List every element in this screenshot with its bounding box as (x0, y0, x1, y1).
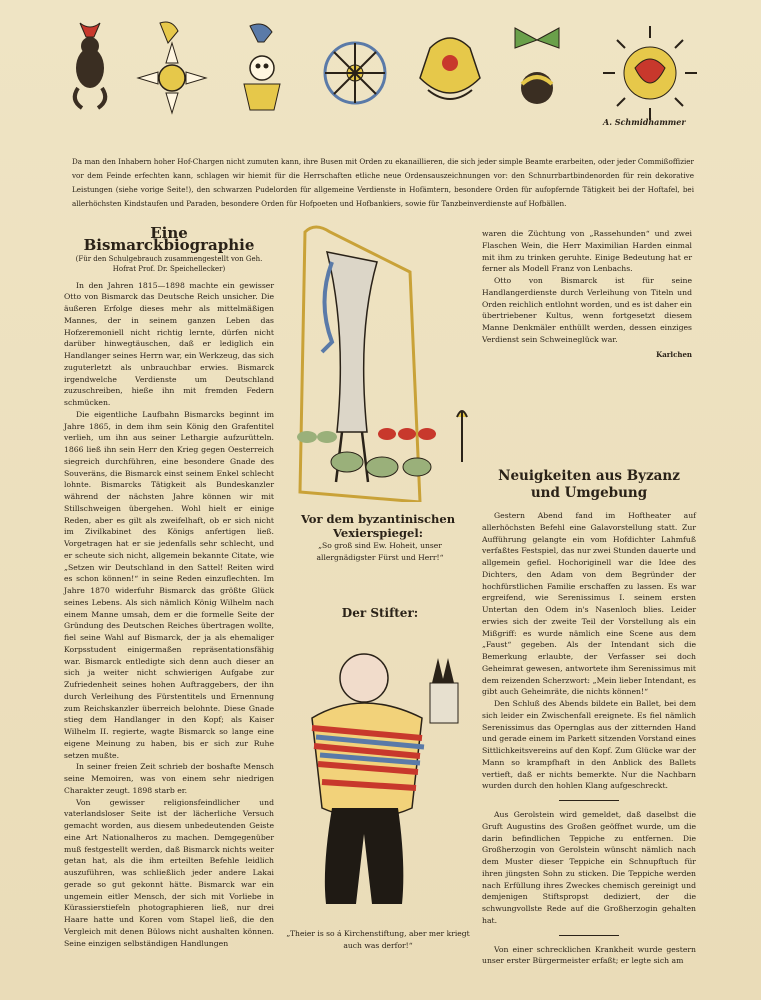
stifter-illustration (272, 638, 472, 910)
mirror-illustration (287, 222, 477, 502)
stifter-title: Der Stifter: (341, 606, 419, 620)
courtiers-group (297, 428, 436, 477)
separator-line (559, 935, 619, 936)
signature: A. Schmidhammer (603, 117, 686, 127)
skull-order-icon (244, 24, 280, 110)
bismarck-article (64, 224, 274, 949)
mirror-caption-title: Vor dem byzantinischen Vexierspiegel: (300, 512, 456, 540)
orders-illustration (60, 18, 720, 123)
byzanz-paragraph: Den Schluß des Abends bildete ein Ballet, bei dem sich leider ein Zwischenfall ereignete. Es fiel nämlich Serenissimus das Opernglas aus der zitternden Hand und gerade einem im Parkett sitzenden Vorstand eines Sittlichkeitsvereins auf den Kopf. Zum Glücke war der Mann so krampfhaft in den Anblick des Ballets vertieft, daß er nichts bemerkte. Nur die Nachbarn wurden durch den hohlen Klang aufgeschreckt. (482, 699, 696, 791)
article-paragraph: waren die Züchtung von „Rassehunden“ und zwei Flaschen Wein, die Herr Maximilian Harden einmal mit ihm zu trinken geruhte. Einige Bedeutung hat er ferner als Modell Franz von Lenbachs. (482, 229, 692, 274)
poodle-order-icon (75, 23, 105, 108)
bow-order-icon (515, 28, 559, 104)
wheel-order-icon (325, 43, 385, 103)
article-subtitle: (Für den Schulgebrauch zusammengestellt von Geh. Hofrat Prof. Dr. Speichellecker) (75, 254, 263, 273)
stifter-caption: „Theier is so á Kirchenstiftung, aber mer kriegt auch was derfor!“ (286, 929, 470, 950)
article-author: Karlchen (656, 349, 692, 359)
mirror-caption-text: „So groß sind Ew. Hoheit, unser allergnädigster Fürst und Herr!“ (316, 541, 444, 562)
byzanz-paragraph: Gestern Abend fand im Hoftheater auf allerhöchsten Befehl eine Galavorstellung statt. Zur Aufführung gelangte ein vom Hofdichter Lahmfuß verfaßtes Festspiel, das nur zwei Stunden dauerte und allgemein gefiel. Hochoriginell war die Idee des Dichters, den Adam von dem Begründer der hochfürstlichen Familie erschaffen zu lassen. Es war ergreifend, wie Serenissimus I. seinem ersten Untertan den Odem in's Nasenloch blies. Leider erwies sich der zweite Teil der Vorstellung als ein Mißgriff: es wurde nämlich eine Scene aus dem „Faust“ gegeben. Als der Intendant sich die Bemerkung erlaubte, der Verfasser sei doch Geheimrat gewesen, antwortete ihm Serenissimus mit dem reizenden Scherzwort: „Mein lieber Intendant, es gibt auch Geheimräte, die nichts können!“ (482, 511, 696, 697)
article-paragraph: Die eigentliche Laufbahn Bismarcks beginnt im Jahre 1865, in dem ihm sein König den Grafentitel verlieh, um ihn aus seiner Lethargie aufzurütteln. 1866 ließ ihn sein Herr den Krieg gegen Oesterreich siegreich durchführen, eine besondere Gnade des Souveräns, die Bismarck einst seinem Enkel schlecht lohnte. Bismarcks Tätigkeit als Bundeskanzler während der nächsten Jahre können wir mit Stillschweigen übergehen. Wohl hielt er einige Reden, aber es gilt als zweifelhaft, ob er sich nicht im Zivilkabinet des Königs anfertigen ließ. Vorgetragen hat er sie jedenfalls sehr schlecht, und er scheute sich nicht, allgemein bekannte Citate, wie „Setzen wir Deutschland in den Sattel! Reiten wird es schon können!“ in seine Reden einzuflechten. Im Jahre 1870 widerfuhr Bismarck das größte Glück seines Lebens. Als sich nämlich König Wilhelm nach einem Manne umsah, dem er die formelle Seite der Gründung des Deutschen Reiches übertragen wollte, fiel seine Wahl auf Bismarck, der ja als ehemaliger Korpsstudent einigermaßen repräsentationsfähig war. Bismarck entledigte sich denn auch dieser an sich ja weiter nicht schwierigen Aufgabe zur Zufriedenheit seines hohen Auftraggebers, der ihn durch Verleihung des Fürstentitels und Ernennung zum Reichskanzler überreich belohnte. Diese Gnade stieg dem Handlanger in den Kopf; als Kaiser Wilhelm II. regierte, wagte Bismarck so lange eine eigene Meinung zu haben, bis er sich zur Ruhe setzen mußte. (64, 409, 274, 760)
bismarck-continuation (482, 228, 692, 360)
article-paragraph: Von gewisser religionsfeindlicher und vaterlandsloser Seite ist der lächerliche Versuch gemacht worden, aus diesem unbedeutenden Geiste eine Art Nationalheros zu machen. Demgegenüber muß festgestellt werden, daß Bismarck nichts weiter getan hat, als die ihm erteilten Befehle leidlich auszuführen, was schließlich jeder andere Lakai gerade so gut gekonnt hätte. Bismarck war ein ungemein eitler Mensch, der sich mit Vorliebe in Kürassierstiefeln photographieren ließ, nur drei Haare hatte und Koren vom Stapel ließ, die den Vergleich mit denen Bülows nicht aushalten können. Seine einzigen selbständigen Handlungen (64, 797, 274, 948)
byzanz-paragraph: Von einer schrecklichen Krankheit wurde gestern unser erster Bürgermeister erfaßt; er legte sich am (482, 944, 696, 966)
intro-text: Da man den Inhabern hoher Hof-Chargen nicht zumuten kann, ihre Busen mit Orden zu ekanaillieren, die sich jeder simple Beamte erarbeiten, oder jeder Commißoffizier vor dem Feinde erfechten kann, schlagen wir hiemit für die Herrschaften etliche neue Ordensauszeichnungen vor: den Schnurrbartbindenorden für rein dekorative Leistungen (siehe vorige Seite!), den schwarzen Pudelorden für allgemeine Verdienste in Hofämtern, besondere Orden für aufopfernde Tätigkeit bei der Hoftafel, bei allerhöchsten Kindstaufen und Paraden, besondere Orden für Hofpoeten und Hofbankiers, sowie für Tanzbeinverdienste auf Hofbällen. (72, 157, 694, 208)
separator-line (559, 800, 619, 801)
sun-order-icon (603, 26, 697, 120)
article-paragraph: Otto von Bismarck ist für seine Handlangerdienste durch Verleihung von Titeln und Orden reichlich entlohnt worden, und es ist daher ein übertriebener Kultus, wenn fortgesetzt diesem Manne Denkmäler enthüllt werden, dessen einziges Verdienst sein Schweineglück war. (482, 276, 692, 344)
cross-order-icon (138, 22, 206, 113)
article-paragraph: In seiner freien Zeit schrieb der boshafte Mensch seine Memoiren, was von einem sehr niedrigen Charakter zeugt. 1898 starb er. (64, 762, 274, 795)
byzanz-article (482, 468, 696, 967)
byzanz-paragraph: Aus Gerolstein wird gemeldet, daß daselbst die Gruft Augustins des Großen geöffnet wurde, um die darin befindlichen Teppiche zu entfernen. Die Großherzogin von Gerolstein wünscht nämlich nach dem Muster dieser Teppiche ein Schnupftuch für ihren jüngsten Sohn zu sticken. Die Teppiche werden nach Erfüllung ihres Zweckes chemisch gereinigt und demjenigen Stiftspropst dediziert, der die schwungvollste Rede auf die Großherzogin gehalten hat. (482, 810, 696, 925)
article-paragraph: In den Jahren 1815—1898 machte ein gewisser Otto von Bismarck das Deutsche Reich unsicher. Die äußeren Erfolge dieses mehr als mittelmäßigen Mannes, der in seinem ganzen Leben das Hofzeremoniell nicht richtig lernte, dürfen nicht darüber hinwegtäuschen, daß er lediglich ein Handlanger seines Herrn war, ein Werkzeug, das sich zuguterletzt als unbrauchbar erwies. Bismarck irgendwelche Verdienste um Deutschland zuzuschreiben, hieße ihn mit fremden Federn schmücken. (64, 280, 274, 407)
crest-order-icon (420, 38, 480, 99)
church-model-icon (430, 658, 458, 723)
byzanz-title: Neuigkeiten aus Byzanz und Umgebung (498, 468, 680, 501)
article-title: Eine Bismarckbiographie (83, 224, 255, 254)
